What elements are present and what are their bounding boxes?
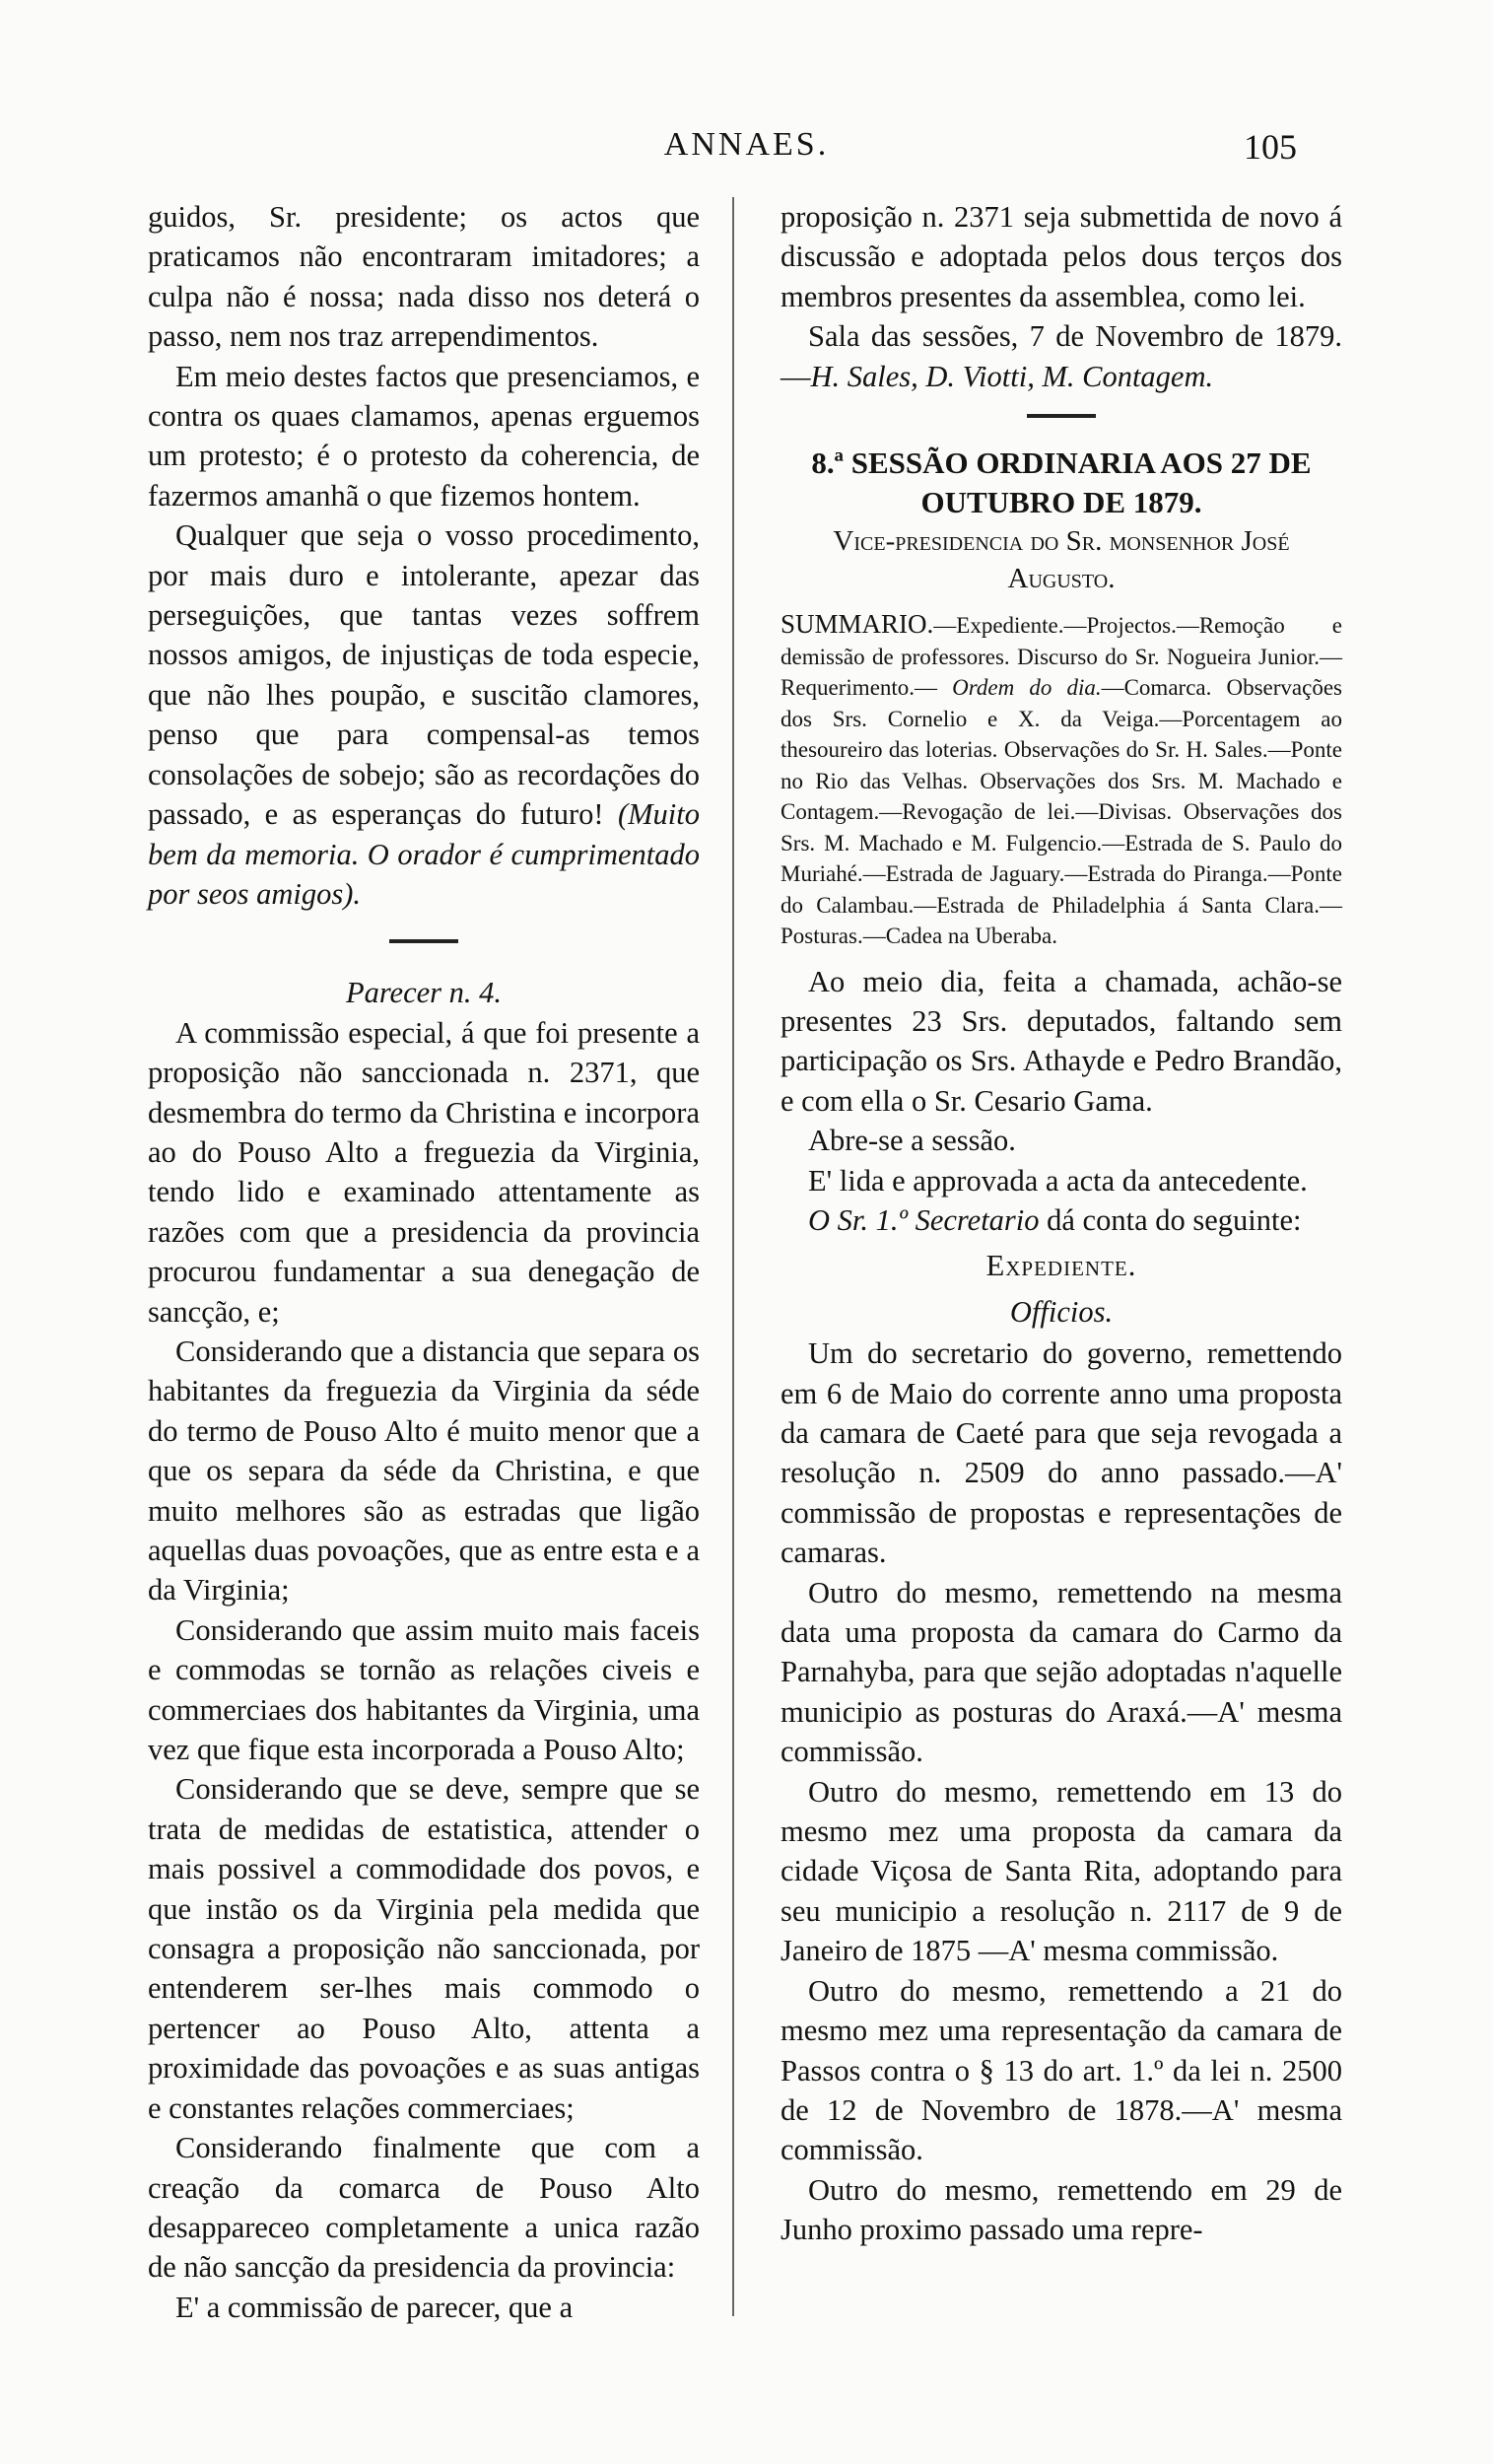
summary-order-of-day: Ordem do dia.	[952, 675, 1102, 701]
paragraph-text: Sala das sessões, 7 de Novembro de 1879.—	[780, 319, 1342, 393]
paragraph: Considerando que se deve, sempre que se trata de medidas de estatistica, attender o mais possivel a commodidade dos povos, e que instão os da Virginia pela medida que consagra a proposição não sanccionada, por entenderem ser-lhes mais commodo o pertencer ao Pouso Alto, attenta a proximidade das povoações e as suas antigas e constantes relações commerciaes;	[148, 1772, 700, 2125]
summary-label: SUMMARIO.	[780, 609, 934, 640]
applause-note: (Muito bem da memoria. O orador é cumprimentado por seos amigos).	[148, 797, 700, 911]
paragraph: guidos, Sr. presidente; os actos que praticamos não encontraram imitadores; a culpa não é nossa; nada disso nos deterá o passo, nem nos traz arrependimentos.	[148, 200, 700, 354]
summary-text: —Expediente.—Projectos.—Remoção e demissão de professores. Discurso do Sr. Nogueira Junior.—Requerimento.—	[780, 613, 1342, 701]
running-header: ANNAES.	[663, 126, 830, 163]
section-rule	[1027, 414, 1096, 418]
signatories: H. Sales, D. Viotti, M. Contagem.	[810, 359, 1214, 393]
paragraph: E' lida e approvada a acta da antecedente.	[808, 1163, 1308, 1198]
paragraph: Em meio destes factos que presenciamos, e contra os quaes clamamos, apenas erguemos um protesto; é o protesto da coherencia, de fazermos amanhã o que fizemos hontem.	[148, 359, 700, 513]
paragraph: Um do secretario do governo, remettendo em 6 de Maio do corrente anno uma proposta da camara de Caeté para que seja revogada a resolução n. 2509 do anno passado.—A' commissão de propostas e representações de camaras.	[780, 1336, 1342, 1570]
paragraph: Considerando que a distancia que separa os habitantes da freguezia da Virginia da séde do termo de Pouso Alto é muito menor que a que os separa da séde da Christina, e que muito melhores são as estradas que ligão aquellas duas povoações, que as entre esta e a da Virginia;	[148, 1334, 700, 1608]
paragraph-text: dá conta do seguinte:	[1039, 1202, 1302, 1237]
speaker: O Sr. 1.º Secretario	[808, 1202, 1040, 1237]
paragraph: Outro do mesmo, remettendo a 21 do mesmo mez uma representação da camara de Passos contra o § 13 do art. 1.º da lei n. 2500 de 12 de Novembro de 1878.—A' mesma commissão.	[780, 1973, 1342, 2167]
paragraph: Considerando finalmente que com a creação da comarca de Pouso Alto desappareceo completamente a unica razão de não sancção da presidencia da provincia:	[148, 2131, 700, 2285]
signature-line	[780, 316, 1342, 396]
paragraph: E' a commissão de parecer, que a	[175, 2290, 574, 2324]
summary-block	[780, 609, 1342, 952]
paragraph: A commissão especial, á que foi presente a proposição não sanccionada n. 2371, que desmembra do termo da Christina e incorpora ao do Pouso Alto a freguezia da Virginia, tendo lido e examinado attentamente as razões com que a presidencia da provincia procurou fundamentar a sua denegação de sancção, e;	[148, 1015, 700, 1329]
vice-presidency-line: Vice-presidencia do Sr. monsenhor José Augusto.	[833, 525, 1290, 595]
summary-text: —Comarca. Observações dos Srs. Cornelio e X. da Veiga.—Porcentagem ao thesoureiro das loterias. Observações do Sr. H. Sales.—Ponte no Rio das Velhas. Observações dos Srs. M. Machado e Contagem.—Revogação de lei.—Divisas. Observações dos Srs. M. Machado e M. Fulgencio.—Estrada de S. Paulo do Muriahé.—Estrada de Jaguary.—Estrada do Piranga.—Ponte do Calambau.—Estrada de Philadelphia á Santa Clara.—Posturas.—Cadea na Uberaba.	[780, 675, 1342, 949]
column-divider	[732, 197, 734, 2316]
parecer-heading: Parecer n. 4.	[345, 976, 503, 1010]
paragraph: Outro do mesmo, remettendo em 13 do mesmo mez uma proposta da camara da cidade Viçosa de Santa Rita, adoptando para seu municipio a resolução n. 2117 de 9 de Janeiro de 1875 —A' mesma commissão.	[780, 1774, 1342, 1968]
paragraph: Considerando que assim muito mais faceis e commodas se tornão as relações civeis e commerciaes dos habitantes da Virginia, uma vez que fique esta incorporada a Pouso Alto;	[148, 1612, 700, 1767]
paragraph: proposição n. 2371 seja submettida de novo á discussão e adoptada pelos dous terços dos membros presentes da assemblea, como lei.	[780, 200, 1342, 313]
expediente-heading: Expediente.	[985, 1249, 1137, 1283]
session-title: 8.ª SESSÃO ORDINARIA AOS 27 DE OUTUBRO DE 1879.	[811, 445, 1312, 520]
paragraph-text: Qualquer que seja o vosso procedimento, por mais duro e intolerante, apezar das perseguições, que tantas vezes soffrem nossos amigos, de injustiças de toda especie, que não lhes poupão, e suscitão clamores, penso que para compensal-as temos consolações de sobejo; são as recordações do passado, e as esperanças do futuro!	[148, 518, 700, 832]
paragraph: Ao meio dia, feita a chamada, achão-se presentes 23 Srs. deputados, faltando sem participação os Srs. Athayde e Pedro Brandão, e com ella o Sr. Cesario Gama.	[780, 964, 1342, 1118]
left-column	[148, 197, 700, 2327]
page-number: 105	[1244, 127, 1297, 167]
paragraph: Outro do mesmo, remettendo na mesma data uma proposta da camara do Carmo da Parnahyba, para que sejão adoptadas n'aquelle municipio as posturas do Araxá.—A' mesma commissão.	[780, 1575, 1342, 1769]
paragraph	[148, 515, 700, 914]
right-column	[780, 197, 1342, 2250]
paragraph: Abre-se a sessão.	[808, 1124, 1016, 1158]
paragraph: Outro do mesmo, remettendo em 29 de Junho proximo passado uma repre-	[780, 2172, 1342, 2247]
paragraph	[780, 1200, 1342, 1240]
officios-heading: Officios.	[1009, 1294, 1114, 1329]
section-rule	[389, 939, 458, 943]
